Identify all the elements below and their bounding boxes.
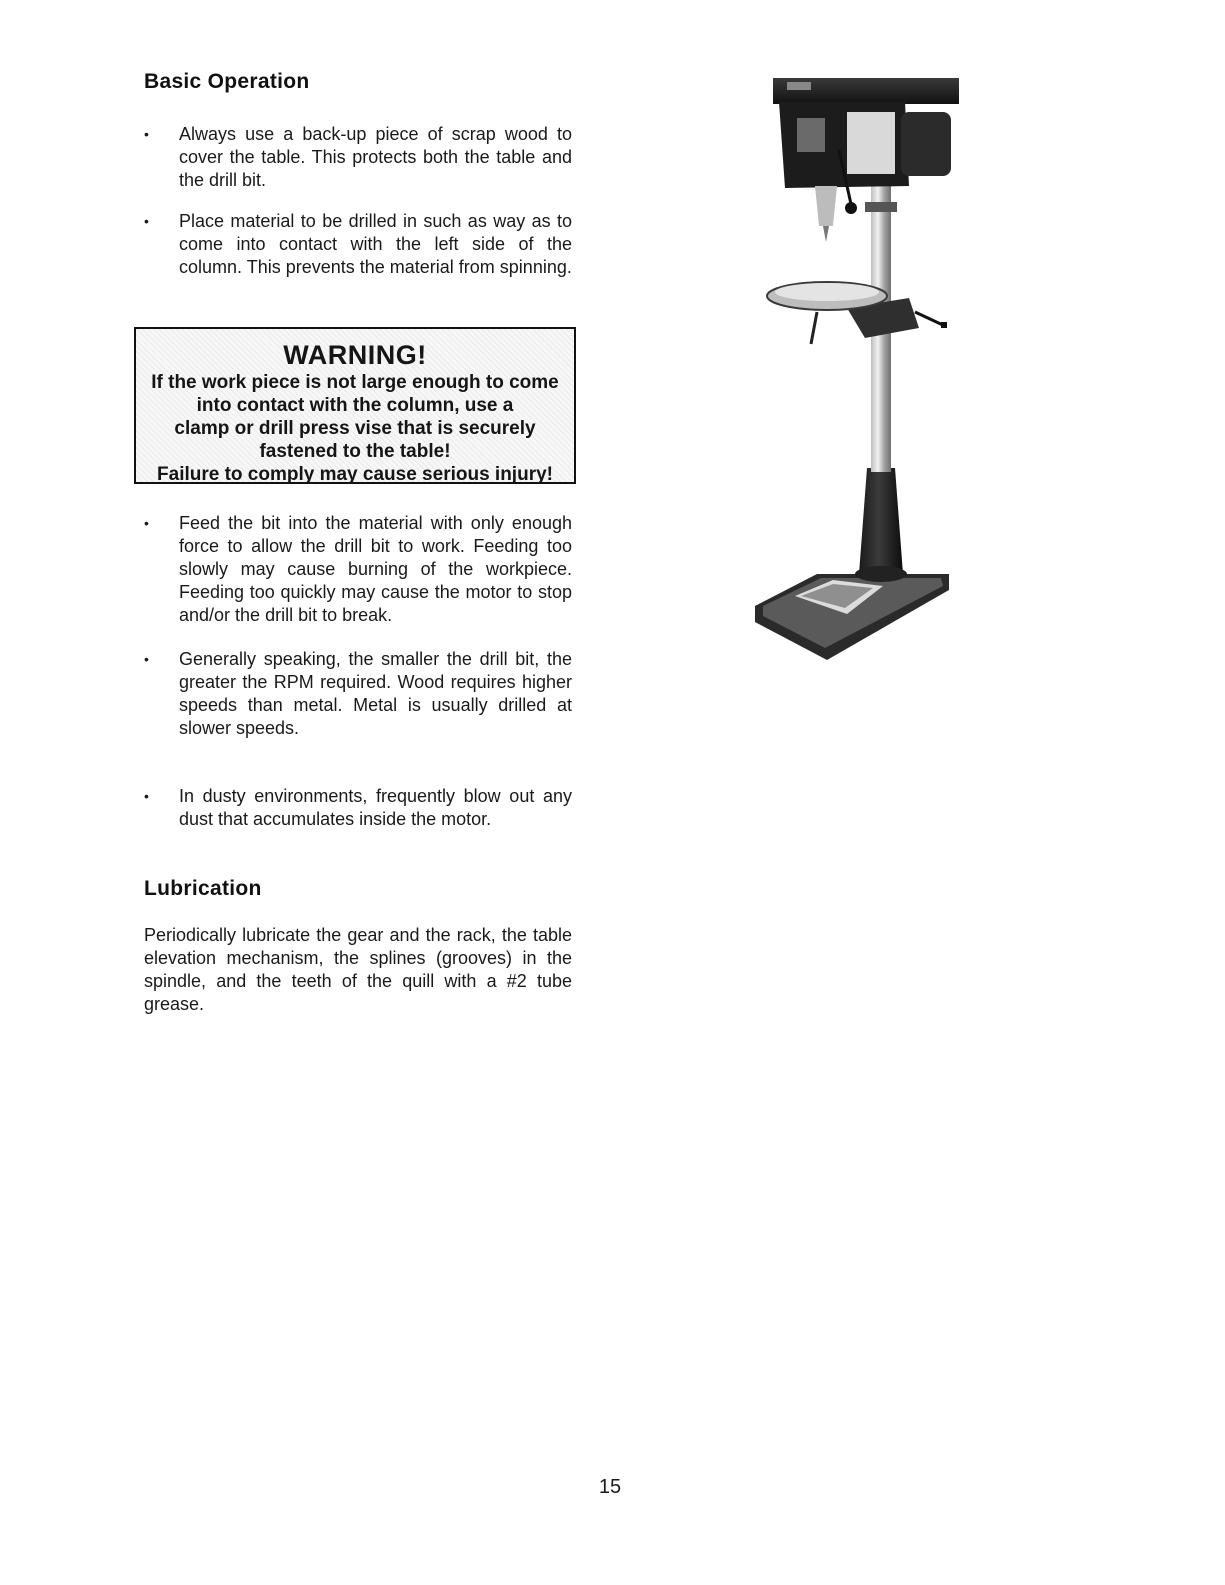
list-item: [144, 648, 572, 740]
warning-line: If the work piece is not large enough to come: [151, 372, 559, 393]
bullet-text: Place material to be drilled in such as way as to come into contact with the left side of the column. This prevents the material from spinning.: [179, 211, 572, 277]
list-item: [144, 785, 572, 831]
bullet-dot: •: [144, 126, 149, 142]
left-column: [144, 70, 572, 279]
bullet-text: Always use a back-up piece of scrap wood to cover the table. This protects both the table and the drill bit.: [179, 124, 572, 190]
page-number: 15: [598, 1476, 622, 1498]
section-heading-lubrication: Lubrication: [144, 877, 262, 900]
bullet-text: Feed the bit into the material with only enough force to allow the drill bit to work. Feeding too slowly may cause burning of the workpiece. Feeding too quickly may cause the motor to stop and/or the drill bit to break.: [179, 513, 572, 625]
section-heading-basic-operation: Basic Operation: [144, 70, 310, 93]
bullet-dot: •: [144, 213, 149, 229]
bullet-dot: •: [144, 515, 149, 531]
warning-line: fastened to the table!: [259, 441, 451, 462]
lubrication-text: Periodically lubricate the gear and the rack, the table elevation mechanism, the splines (grooves) in the spindle, and the teeth of the quill with a #2 tube grease.: [144, 925, 572, 1014]
drill-press-image: [755, 76, 965, 662]
warning-line: Failure to comply may cause serious injury!: [157, 464, 553, 485]
bullet-list: [144, 512, 572, 831]
list-item: [144, 512, 572, 627]
warning-line: into contact with the column, use a: [196, 395, 514, 416]
bullet-text: In dusty environments, frequently blow out any dust that accumulates inside the motor.: [179, 786, 572, 829]
bullet-dot: •: [144, 788, 149, 804]
warning-box: [134, 327, 576, 484]
list-item: [144, 123, 572, 192]
list-item: [144, 210, 572, 279]
warning-title: WARNING!: [283, 340, 427, 370]
bullet-dot: •: [144, 651, 149, 667]
left-column-lower: [144, 512, 572, 1016]
bullet-text: Generally speaking, the smaller the drill bit, the greater the RPM required. Wood requires higher speeds than metal. Metal is usually drilled at slower speeds.: [179, 649, 572, 738]
bullet-list: [144, 123, 572, 279]
warning-line: clamp or drill press vise that is securely: [174, 418, 536, 439]
